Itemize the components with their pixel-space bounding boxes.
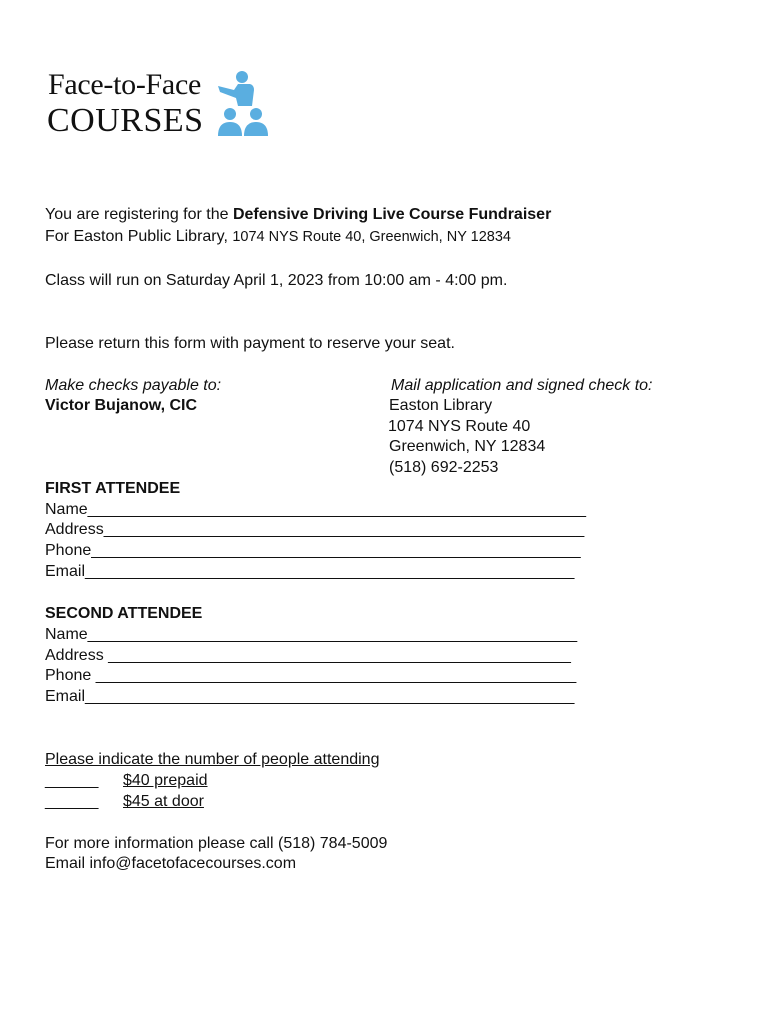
contact-phone-line: For more information please call (518) 784-5009 [45,835,388,852]
mail-address-line: Greenwich, NY 12834 [389,438,546,455]
library-line [45,227,511,247]
at-door-count-blank[interactable]: ______ [45,793,99,810]
first-attendee-name-field[interactable]: Name________________________________________________________ [45,501,586,518]
second-attendee-address-field[interactable]: Address ____________________________________________________ [45,647,571,664]
registering-prefix: You are registering for the [45,206,233,223]
second-attendee-phone-field[interactable]: Phone ______________________________________________________ [45,667,577,684]
second-attendee-heading: SECOND ATTENDEE [45,605,203,622]
first-attendee-email-field[interactable]: Email_______________________________________________________ [45,563,575,580]
payee-name: Victor Bujanow, CIC [45,397,198,414]
logo-text-line2: COURSES [47,102,204,139]
return-note: Please return this form with payment to reserve your seat. [45,335,455,352]
course-name: Defensive Driving Live Course Fundraiser [232,206,552,223]
library-address: 1074 NYS Route 40, Greenwich, NY 12834 [232,229,511,245]
checks-label: Make checks payable to: [45,377,222,394]
prepaid-option-label: $40 prepaid [123,772,208,789]
logo-text-line1: Face-to-Face [48,68,201,101]
mail-address-line: 1074 NYS Route 40 [388,418,531,435]
first-attendee-heading: FIRST ATTENDEE [45,480,181,497]
library-name: For Easton Public Library, [45,228,233,245]
mail-address-line: Easton Library [389,397,493,414]
mail-phone: (518) 692-2253 [389,459,499,476]
second-attendee-email-field[interactable]: Email_______________________________________________________ [45,688,575,705]
first-attendee-address-field[interactable]: Address______________________________________________________ [45,521,585,538]
mail-label: Mail application and signed check to: [391,377,653,394]
second-attendee-name-field[interactable]: Name_______________________________________________________ [45,626,578,643]
prepaid-count-blank[interactable]: ______ [45,772,99,789]
class-schedule: Class will run on Saturday April 1, 2023 from 10:00 am - 4:00 pm. [45,272,508,289]
presenter-audience-icon [216,70,272,140]
registration-line [45,205,551,225]
attendance-prompt: Please indicate the number of people attending [45,751,380,768]
at-door-option-label: $45 at door [123,793,204,810]
contact-email-line: Email info@facetofacecourses.com [45,855,297,872]
first-attendee-phone-field[interactable]: Phone_______________________________________________________ [45,542,581,559]
